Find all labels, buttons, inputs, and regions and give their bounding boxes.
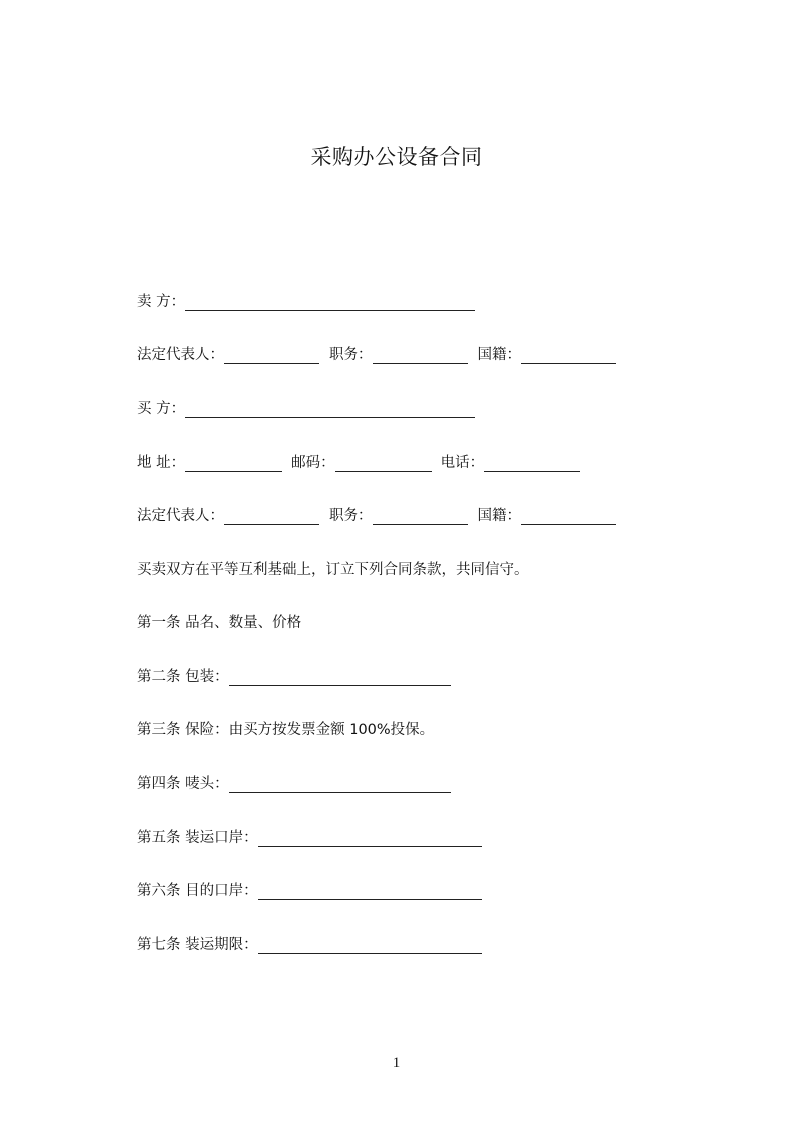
loading-port-blank[interactable] <box>258 829 482 847</box>
seller-representative-line <box>137 344 616 366</box>
article-3-text: 第三条 保险：由买方按发票金额 100%投保。 <box>137 722 435 738</box>
article-4-label: 第四条 唛头： <box>137 776 229 792</box>
buyer-position-label: 职务： <box>329 508 373 524</box>
destination-port-blank[interactable] <box>258 882 482 900</box>
article-6 <box>137 880 482 902</box>
page-number: 1 <box>392 1055 401 1071</box>
postcode-blank[interactable] <box>335 454 432 472</box>
buyer-blank[interactable] <box>185 400 475 418</box>
postcode-label: 邮码： <box>291 455 335 471</box>
seller-position-label: 职务： <box>329 347 373 363</box>
intro-text: 买卖双方在平等互利基础上，订立下列合同条款，共同信守。 <box>137 562 529 578</box>
article-1-text: 第一条 品名、数量、价格 <box>137 615 302 631</box>
article-6-label: 第六条 目的口岸： <box>137 883 258 899</box>
seller-blank[interactable] <box>185 293 475 311</box>
buyer-rep-label: 法定代表人： <box>137 508 224 524</box>
article-4 <box>137 773 451 795</box>
address-label: 地 址： <box>137 455 186 471</box>
article-2-label: 第二条 包装： <box>137 669 229 685</box>
address-line <box>137 452 580 474</box>
phone-label: 电话： <box>440 455 485 471</box>
shipping-mark-blank[interactable] <box>229 775 451 793</box>
article-5-label: 第五条 装运口岸： <box>137 830 258 846</box>
article-1 <box>137 612 301 634</box>
address-blank[interactable] <box>185 454 282 472</box>
seller-rep-label: 法定代表人： <box>137 347 224 363</box>
article-5 <box>137 827 482 849</box>
buyer-position-blank[interactable] <box>373 507 468 525</box>
buyer-line <box>137 398 475 420</box>
seller-line <box>137 291 475 313</box>
seller-position-blank[interactable] <box>373 346 468 364</box>
article-3 <box>137 719 434 741</box>
seller-label: 卖 方： <box>137 294 186 310</box>
article-7-label: 第七条 装运期限： <box>137 937 258 953</box>
seller-nationality-blank[interactable] <box>521 346 616 364</box>
buyer-representative-line <box>137 505 616 527</box>
phone-blank[interactable] <box>484 454 580 472</box>
intro-line <box>137 559 529 581</box>
buyer-rep-blank[interactable] <box>224 507 319 525</box>
seller-nationality-label: 国籍： <box>477 347 521 363</box>
buyer-nationality-label: 国籍： <box>477 508 521 524</box>
article-7 <box>137 934 482 956</box>
buyer-nationality-blank[interactable] <box>521 507 616 525</box>
shipment-period-blank[interactable] <box>258 936 482 954</box>
buyer-label: 买 方： <box>137 401 186 417</box>
article-2 <box>137 666 451 688</box>
packing-blank[interactable] <box>229 668 451 686</box>
seller-rep-blank[interactable] <box>224 346 319 364</box>
document-title: 采购办公设备合同 <box>310 145 483 169</box>
